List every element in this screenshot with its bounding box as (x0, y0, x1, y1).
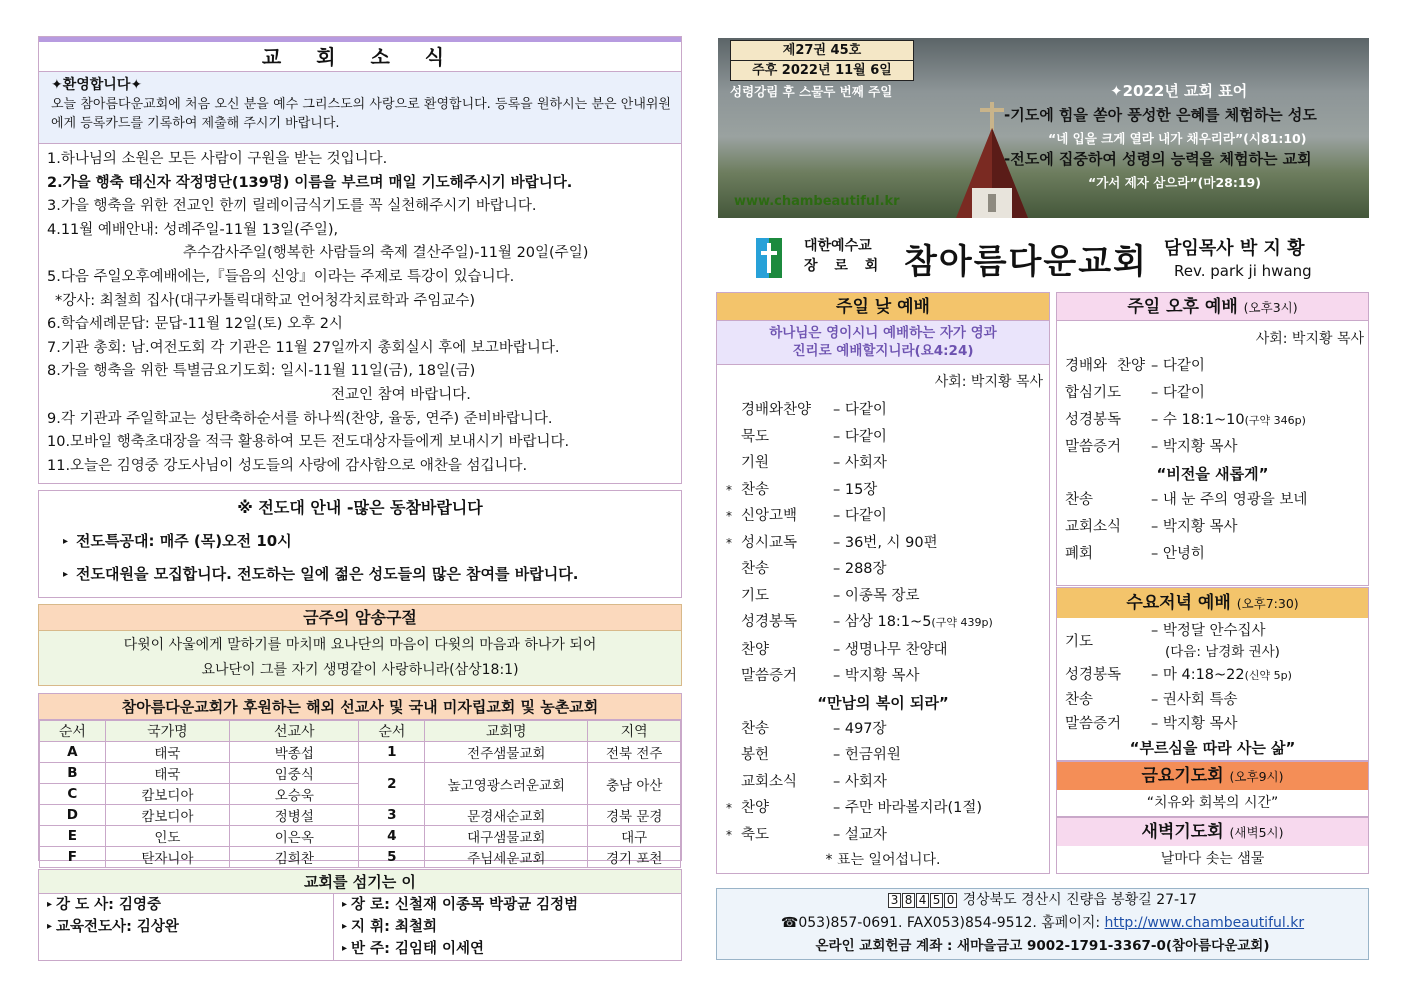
service-row-value: – 다같이 (833, 402, 887, 418)
standing-marker (717, 609, 741, 637)
motto-title: ✦2022년 교회 표어 (1110, 82, 1248, 100)
service-order (717, 716, 1049, 849)
standing-marker: * (726, 801, 732, 815)
service-row-value: – 다같이 (1151, 385, 1205, 401)
service-row-label: 폐회 (1065, 546, 1094, 562)
table-cell: D (40, 805, 106, 826)
servants-right-column (334, 894, 586, 960)
service-row (717, 530, 1049, 557)
service-row-value: – 주만 바라볼지라(1절) (833, 800, 983, 816)
prayer-leader: – 박정달 안수집사 (1151, 623, 1266, 639)
table-cell: 박종섭 (230, 742, 359, 763)
table-cell: 4 (359, 826, 425, 847)
news-item: 11.오늘은 김영중 강도사님이 성도들의 사랑에 감사함으로 애찬을 섬깁니다. (47, 457, 528, 474)
denomination-line: 대한예수교 (804, 238, 872, 254)
service-row-label: 말씀증거 (1065, 439, 1122, 455)
wednesday-title-text: 수요저녁 예배 (1126, 593, 1231, 613)
table-cell: 충남 아산 (588, 763, 681, 805)
service-row-label: 경배와찬양 (741, 402, 812, 418)
evangelism-item-text: 전도대원을 모집합니다. 전도하는 일에 젊은 성도들의 많은 참여를 바랍니다. (76, 565, 579, 583)
friday-prayer-title (1057, 762, 1368, 790)
service-row-value: – 36번, 시 90편 (833, 534, 938, 551)
service-row-value: – 이종목 장로 (833, 587, 920, 604)
service-order (1057, 663, 1368, 736)
news-item: 6.학습세례문답: 문답-11월 12일(토) 오후 2시 (47, 316, 343, 333)
liturgical-week: 성령강림 후 스물두 번째 주일 (730, 84, 893, 99)
table-cell: 전주샘물교회 (425, 742, 588, 763)
service-row-label: 경배와 찬양 (1065, 358, 1145, 374)
evangelism-title: ※ 전도대 안내 -많은 동참바랍니다 (237, 498, 483, 517)
triangle-bullet-icon: ▸ (47, 921, 53, 932)
dawn-prayer-theme: 날마다 솟는 샘물 (1160, 851, 1265, 867)
sunday-verse-line: 진리로 예배할지니라(요4:24) (792, 343, 974, 359)
service-row-label: 교회소식 (741, 773, 798, 790)
service-row (717, 822, 1049, 849)
service-row (1057, 621, 1368, 663)
service-row-label: 찬송 (741, 720, 770, 737)
table-cell: 문경새순교회 (425, 805, 588, 826)
service-row-label: 찬송 (1065, 692, 1094, 708)
table-cell: 인도 (105, 826, 229, 847)
standing-marker: * (726, 482, 732, 497)
motto-line: -전도에 집중하여 성령의 능력을 체험하는 교회 (1004, 150, 1312, 168)
service-row-value: – 헌금위원 (833, 747, 901, 763)
standing-marker (717, 742, 741, 769)
service-row-value: – 설교자 (833, 826, 887, 843)
welcome-box (39, 72, 681, 144)
service-row (717, 609, 1049, 637)
sunday-verse-line: 하나님은 영이시니 예배하는 자가 영과 (769, 325, 997, 341)
bank-account: 온라인 교회헌금 계좌 : 새마을금고 9002-1791-3367-0(참아름다운교회) (815, 938, 1270, 954)
table-cell: 오승욱 (230, 784, 359, 805)
news-item: 4.11월 예배안내: 성례주일-11월 13일(주일), (47, 221, 339, 238)
table-row (40, 742, 681, 763)
service-row-value: – 15장 (833, 481, 878, 498)
standing-marker (717, 663, 741, 690)
table-cell: B (40, 763, 106, 784)
service-row (1057, 380, 1368, 407)
service-order (717, 397, 1049, 690)
servants-left-column (39, 894, 334, 960)
table-cell: 임중식 (230, 763, 359, 784)
service-row (1057, 712, 1368, 736)
service-row (717, 716, 1049, 743)
news-item: 10.모바일 행축초대장을 적극 활용하여 모든 전도대상자들에게 보내시기 바랍니다. (47, 434, 570, 451)
service-row (717, 450, 1049, 477)
service-row-label: 찬양 (741, 800, 770, 816)
table-cell: 태국 (105, 742, 229, 763)
evangelism-item (39, 525, 681, 558)
news-item: 1.하나님의 소원은 모든 사람이 구원을 받는 것입니다. (47, 151, 388, 167)
service-row (717, 424, 1049, 451)
news-list (39, 144, 681, 478)
standing-marker: * (726, 827, 732, 842)
homepage-link[interactable]: http://www.chambeautiful.kr (1104, 915, 1305, 931)
table-cell: 정병설 (230, 805, 359, 826)
standing-marker (717, 769, 741, 796)
welcome-title: ✦환영합니다✦ (51, 77, 143, 93)
friday-prayer-theme: “치유와 회복의 시간” (1146, 795, 1279, 811)
service-row (1057, 663, 1368, 688)
table-row (40, 826, 681, 847)
evangelism-item-value: 매주 (목)오전 10시 (159, 532, 292, 550)
friday-prayer-panel (1056, 761, 1369, 817)
column-header: 국가명 (105, 721, 229, 742)
missions-panel (38, 693, 682, 867)
service-row-label: 신앙고백 (741, 508, 798, 524)
standing-marker (717, 637, 741, 664)
missions-title: 참아름다운교회가 후원하는 해외 선교사 및 국내 미자립교회 및 농촌교회 (39, 694, 681, 720)
table-cell: 주님세운교회 (425, 847, 588, 868)
issue-date: 주후 2022년 11월 6일 (731, 60, 913, 80)
table-cell: 3 (359, 805, 425, 826)
service-row-label: 말씀증거 (1065, 716, 1122, 732)
service-row (1057, 541, 1368, 568)
church-name: 참아름다운교회 (904, 242, 1148, 282)
service-row (1057, 688, 1368, 712)
memory-verse-body (39, 631, 681, 685)
service-row-value: – 288장 (833, 561, 887, 577)
afternoon-time: (오후3시) (1243, 300, 1298, 315)
service-row (717, 503, 1049, 530)
service-row-value: – 박지황 목사 (833, 668, 920, 684)
zip-code (888, 892, 962, 908)
news-item: *강사: 최철희 집사(대구카톨릭대학교 언어청각치료학과 주임교수) (55, 292, 476, 309)
standing-marker: * (726, 509, 732, 523)
servants-panel (38, 869, 682, 961)
service-row-value: – 안녕히 (1151, 546, 1205, 562)
phone-line (717, 912, 1368, 935)
table-cell: C (40, 784, 106, 805)
service-row-value: – 마 4:18~22(신약 5p) (1151, 667, 1292, 683)
website-link[interactable]: www.chambeautiful.kr (734, 194, 900, 209)
church-header (718, 228, 1369, 286)
standing-marker (717, 450, 741, 477)
wednesday-service-title (1057, 588, 1368, 618)
service-row-value: – 내 눈 주의 영광을 보네 (1151, 492, 1308, 508)
triangle-bullet-icon: ▸ (63, 536, 69, 547)
servant-text: 반 주: 김임태 이세연 (351, 941, 485, 957)
column-header: 지역 (588, 721, 681, 742)
service-leader: 사회: 박지황 목사 (934, 374, 1043, 390)
denomination-line: 장 로 회 (804, 258, 885, 274)
service-row-label: 기도 (741, 587, 770, 604)
evangelism-item-label: 전도특공대: (76, 532, 155, 550)
scripture-page-note: (신약 5p) (1244, 669, 1292, 682)
service-row-value: – 다같이 (1151, 358, 1205, 374)
servant-text: 강 도 사: 김영중 (56, 897, 162, 913)
column-header: 선교사 (230, 721, 359, 742)
table-row (40, 763, 681, 784)
church-logo-icon (756, 238, 782, 278)
news-item: 전교인 참여 바랍니다. (331, 386, 471, 403)
standing-marker (717, 424, 741, 451)
standing-marker: * (726, 535, 732, 550)
pastor-name: 담임목사 박 지 황 (1164, 238, 1305, 259)
zip-digit: 4 (916, 893, 929, 908)
service-row (717, 795, 1049, 822)
triangle-bullet-icon: ▸ (63, 569, 69, 580)
pastor-name-english: Rev. park ji hwang (1174, 262, 1312, 280)
service-row-value (1145, 621, 1280, 663)
contact-footer (716, 888, 1369, 960)
table-cell: 2 (359, 763, 425, 805)
service-row (717, 769, 1049, 796)
servant-text: 지 휘: 최철희 (351, 919, 437, 935)
service-row-value: – 수 18:1~10(구약 346p) (1151, 412, 1306, 428)
friday-title-text: 금요기도회 (1141, 766, 1224, 786)
service-order (1057, 487, 1368, 568)
service-row-label: 합심기도 (1065, 385, 1122, 401)
missions-table (39, 720, 681, 868)
servant-entry (47, 916, 325, 938)
issue-volume: 제27권 45호 (782, 43, 862, 58)
service-row-label: 교회소식 (1065, 519, 1122, 535)
service-row-label: 성시교독 (741, 534, 798, 551)
motto-verse: “네 입을 크게 열라 내가 채우리라”(시81:10) (1048, 131, 1307, 146)
afternoon-service-panel (1056, 292, 1369, 586)
denomination (804, 236, 884, 276)
motto-line: -기도에 힘을 쏟아 풍성한 은혜를 체험하는 성도 (1004, 106, 1317, 124)
servant-entry (342, 894, 578, 916)
afternoon-title-text: 주일 오후 예배 (1127, 297, 1238, 317)
zip-digit: 8 (902, 893, 915, 908)
scripture-page-note: (구약 346p) (1244, 414, 1306, 427)
memory-verse-line: 요나단이 그를 자기 생명같이 사랑하니라(삼상18:1) (201, 662, 519, 678)
sunday-verse (717, 321, 1049, 365)
table-cell: 5 (359, 847, 425, 868)
zip-digit: 3 (888, 893, 901, 908)
table-cell: 캄보디아 (105, 805, 229, 826)
address-line (717, 889, 1368, 912)
news-item: 추수감사주일(행복한 사람들의 축제 결산주일)-11월 20일(주일) (183, 245, 589, 262)
standing-marker (717, 716, 741, 743)
service-order (1057, 353, 1368, 461)
triangle-bullet-icon: ▸ (342, 921, 348, 932)
service-row-value: – 삼상 18:1~5(구약 439p) (833, 614, 993, 630)
service-row-label: 찬양 (741, 641, 770, 658)
triangle-bullet-icon: ▸ (342, 899, 348, 910)
service-row (1057, 514, 1368, 541)
column-header: 순서 (359, 721, 425, 742)
service-row-value: – 다같이 (833, 508, 887, 524)
service-row-value: – 박지황 목사 (1151, 439, 1238, 455)
table-cell: 이은옥 (230, 826, 359, 847)
servant-text: 교육전도사: 김상완 (56, 919, 179, 935)
news-item: 3.가을 행축을 위한 전교인 한끼 릴레이금식기도를 꼭 실천해주시기 바랍니다. (47, 198, 537, 215)
wednesday-time: (오후7:30) (1236, 596, 1299, 611)
sunday-service-panel (716, 292, 1050, 874)
servant-entry (47, 894, 325, 916)
service-row-label: 봉헌 (741, 747, 770, 763)
issue-box (730, 40, 914, 81)
service-row (717, 583, 1049, 610)
servant-text: 장 로: 신철재 이종목 박광균 김정범 (351, 897, 579, 913)
service-row (717, 556, 1049, 583)
table-cell: 높고영광스러운교회 (425, 763, 588, 805)
zip-digit: 5 (930, 893, 943, 908)
service-row (717, 477, 1049, 504)
standing-marker (717, 397, 741, 424)
servant-entry (342, 916, 578, 938)
service-row-label: 찬송 (741, 561, 770, 577)
service-row (1057, 353, 1368, 380)
news-item: 8.가을 행축을 위한 특별금요기도회: 일시-11월 11일(금), 18일(금) (47, 363, 476, 380)
service-row-label: 찬송 (741, 481, 770, 498)
service-row (1057, 434, 1368, 461)
sermon-title: “비전을 새롭게” (1156, 465, 1269, 483)
table-cell: 캄보디아 (105, 784, 229, 805)
triangle-bullet-icon: ▸ (342, 943, 348, 954)
table-cell: 대구샘물교회 (425, 826, 588, 847)
evangelism-item (39, 558, 681, 591)
service-row (1057, 487, 1368, 514)
service-row-label: 성경봉독 (741, 614, 798, 630)
news-item: 7.기관 총회: 남.여전도회 각 기관은 11월 27일까지 총회실시 후에 보고바랍니다. (47, 339, 560, 356)
service-row (717, 663, 1049, 690)
table-cell: F (40, 847, 106, 868)
scripture-page-note: (구약 439p) (931, 616, 993, 629)
zip-digit: 0 (944, 893, 957, 908)
service-row-label: 성경봉독 (1065, 412, 1122, 428)
service-row (1057, 407, 1368, 434)
service-row-value: – 박지황 목사 (1151, 519, 1238, 535)
church-news-panel (38, 36, 682, 484)
table-row (40, 847, 681, 868)
column-header: 교회명 (425, 721, 588, 742)
afternoon-service-title (1057, 293, 1368, 321)
table-row (40, 805, 681, 826)
service-row-label: 말씀증거 (741, 668, 798, 684)
dawn-time: (새벽5시) (1229, 825, 1284, 840)
standing-marker (717, 583, 741, 610)
table-cell: 경북 문경 (588, 805, 681, 826)
service-row-value: – 497장 (833, 720, 887, 737)
table-cell: 태국 (105, 763, 229, 784)
memory-verse-panel (38, 604, 682, 686)
service-row-value: – 권사회 특송 (1151, 692, 1238, 708)
standing-marker (717, 556, 741, 583)
dawn-prayer-panel (1056, 817, 1369, 874)
dawn-prayer-title (1057, 818, 1368, 846)
service-row-value: – 박지황 목사 (1151, 716, 1238, 732)
sermon-title: “부르심을 따라 사는 삶” (1129, 739, 1296, 757)
service-row-value: – 생명나무 찬양대 (833, 641, 948, 658)
table-cell: E (40, 826, 106, 847)
triangle-bullet-icon: ▸ (47, 899, 53, 910)
address-text: 경상북도 경산시 진량읍 봉황길 27-17 (962, 892, 1197, 908)
memory-verse-line: 다윗이 사울에게 말하기를 마치매 요나단의 마음이 다윗의 마음과 하나가 되어 (123, 637, 597, 653)
servants-title: 교회를 섬기는 이 (39, 870, 681, 894)
news-title: 교 회 소 식 (39, 42, 681, 72)
missions-header-row (40, 721, 681, 742)
service-row-label: 묵도 (741, 428, 770, 445)
friday-time: (오후9시) (1229, 769, 1284, 784)
motto-verse: “가서 제자 삼으라”(마28:19) (1088, 175, 1261, 190)
memory-verse-title: 금주의 암송구절 (39, 605, 681, 631)
service-row-value: – 다같이 (833, 428, 887, 445)
standing-footnote: * 표는 일어섭니다. (825, 852, 941, 868)
table-cell: 대구 (588, 826, 681, 847)
table-cell: 경기 포천 (588, 847, 681, 868)
service-row-label: 성경봉독 (1065, 667, 1122, 683)
dawn-title-text: 새벽기도회 (1141, 822, 1224, 842)
table-cell: 1 (359, 742, 425, 763)
table-cell: 김희찬 (230, 847, 359, 868)
sermon-title: “만남의 복이 되라” (817, 693, 949, 712)
prayer-next: (다음: 남경화 권사) (1165, 644, 1280, 660)
table-cell: 전북 전주 (588, 742, 681, 763)
service-row (717, 637, 1049, 664)
service-row-label: 기도 (1065, 634, 1094, 650)
evangelism-panel (38, 490, 682, 598)
service-row-label: 기원 (741, 455, 770, 471)
news-item: 5.다음 주일오후예배에는,『들음의 신앙』이라는 주제로 특강이 있습니다. (47, 268, 515, 285)
service-row-label: 찬송 (1065, 492, 1094, 508)
phone-text: ☎053)857-0691. FAX053)854-9512. 홈페이지: (780, 915, 1101, 931)
service-row-label: 축도 (741, 826, 770, 843)
service-row-value: – 사회자 (833, 455, 887, 471)
table-cell: A (40, 742, 106, 763)
service-row-value: – 사회자 (833, 773, 887, 790)
column-header: 순서 (40, 721, 106, 742)
table-cell: 탄자니아 (105, 847, 229, 868)
service-row (717, 742, 1049, 769)
header-banner (718, 38, 1369, 218)
wednesday-service-panel (1056, 587, 1369, 761)
news-item: 9.각 기관과 주일학교는 성탄축하순서를 하나씩(찬양, 율동, 연주) 준비바랍니다. (47, 410, 553, 427)
servant-entry (342, 938, 578, 960)
service-leader: 사회: 박지황 목사 (1255, 331, 1364, 347)
welcome-body: 오늘 참아름다운교회에 처음 오신 분을 예수 그리스도의 사랑으로 환영합니다. 등록을 원하시는 분은 안내위원에게 등록카드를 기록하여 제출해 주시기 바랍니다. (51, 97, 671, 131)
news-item: 2.가을 행축 태신자 작정명단(139명) 이름을 부르며 매일 기도해주시기 바랍니다. (47, 174, 573, 191)
service-row (717, 397, 1049, 424)
sunday-service-title: 주일 낮 예배 (717, 293, 1049, 321)
